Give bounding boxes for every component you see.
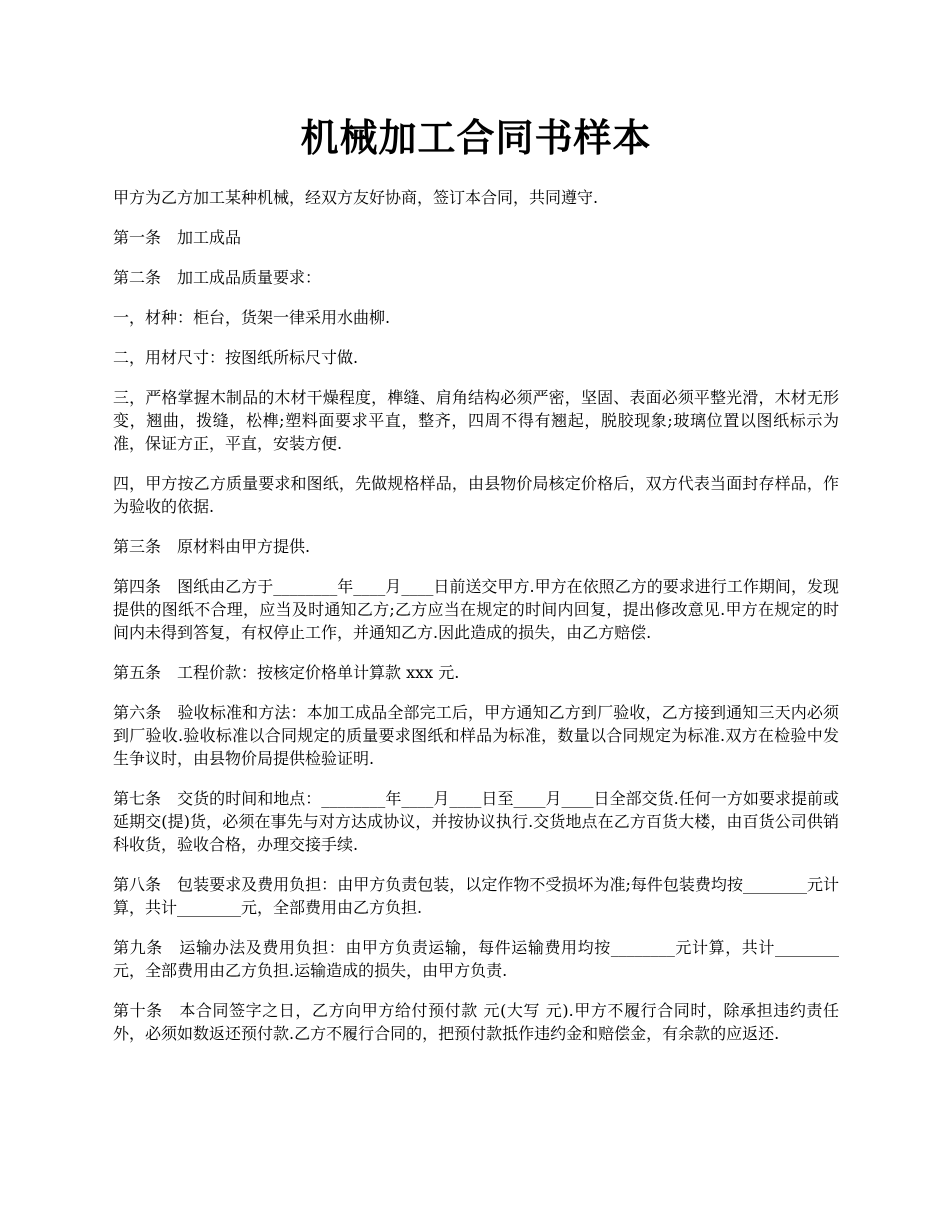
article-10-paragraph: 第十条 本合同签字之日，乙方向甲方给付预付款 元(大写 元).甲方不履行合同时，除承担违约责任外，必须如数返还预付款.乙方不履行合同的，把预付款抵作违约金和赔偿金，有余款的应返还.: [113, 1001, 839, 1043]
article-2-heading: 第二条 加工成品质量要求：: [113, 268, 322, 287]
article-2-item-2: 二，用材尺寸：按图纸所标尺寸做.: [113, 348, 359, 367]
article-4-paragraph: 第四条 图纸由乙方于________年____月____日前送交甲方.甲方在依照乙方的要求进行工作期间，发现提供的图纸不合理，应当及时通知乙方;乙方应当在规定的时间内回复，提出修改意见.甲方在规定的时间内未得到答复，有权停止工作，并通知乙方.因此造成的损失，由乙方赔偿.: [113, 577, 839, 642]
article-8-paragraph: 第八条 包装要求及费用负担：由甲方负责包装，以定作物不受损坏为准;每件包装费均按________元计算，共计________元，全部费用由乙方负担.: [113, 875, 839, 917]
intro-paragraph: 甲方为乙方加工某种机械，经双方友好协商，签订本合同，共同遵守.: [113, 188, 599, 207]
document-body: [113, 186, 839, 1045]
article-2-item-3: 三，严格掌握木制品的木材干燥程度，榫缝、肩角结构必须严密，坚固、表面必须平整光滑，木材无形变，翘曲，拨缝，松榫;塑料面要求平直，整齐，四周不得有翘起，脱胶现象;玻璃位置以图纸标示为准，保证方正，平直，安装方便.: [113, 388, 839, 453]
article-3-paragraph: 第三条 原材料由甲方提供.: [113, 537, 311, 556]
article-7-paragraph: 第七条 交货的时间和地点：________年____月____日至____月____日全部交货.任何一方如要求提前或延期交(提)货，必须在事先与对方达成协议，并按协议执行.交货地点在乙方百货大楼，由百货公司供销科收货，验收合格，办理交接手续.: [113, 789, 839, 854]
article-5-paragraph: 第五条 工程价款：按核定价格单计算款 xxx 元.: [113, 663, 460, 682]
document-title: 机械加工合同书样本: [300, 115, 652, 160]
article-1-heading: 第一条 加工成品: [113, 228, 242, 247]
article-2-item-4: 四，甲方按乙方质量要求和图纸，先做规格样品，由县物价局核定价格后，双方代表当面封存样品，作为验收的依据.: [113, 474, 839, 516]
article-2-item-1: 一，材种：柜台，货架一律采用水曲柳.: [113, 308, 391, 327]
document-page: [113, 0, 839, 1062]
article-9-paragraph: 第九条 运输办法及费用负担：由甲方负责运输，每件运输费用均按________元计算，共计________元，全部费用由乙方负担.运输造成的损失，由甲方负责.: [113, 938, 839, 980]
article-6-paragraph: 第六条 验收标准和方法：本加工成品全部完工后，甲方通知乙方到厂验收，乙方接到通知三天内必须到厂验收.验收标准以合同规定的质量要求图纸和样品为标准，数量以合同规定为标准.双方在检验中发生争议时，由县物价局提供检验证明.: [113, 703, 839, 768]
